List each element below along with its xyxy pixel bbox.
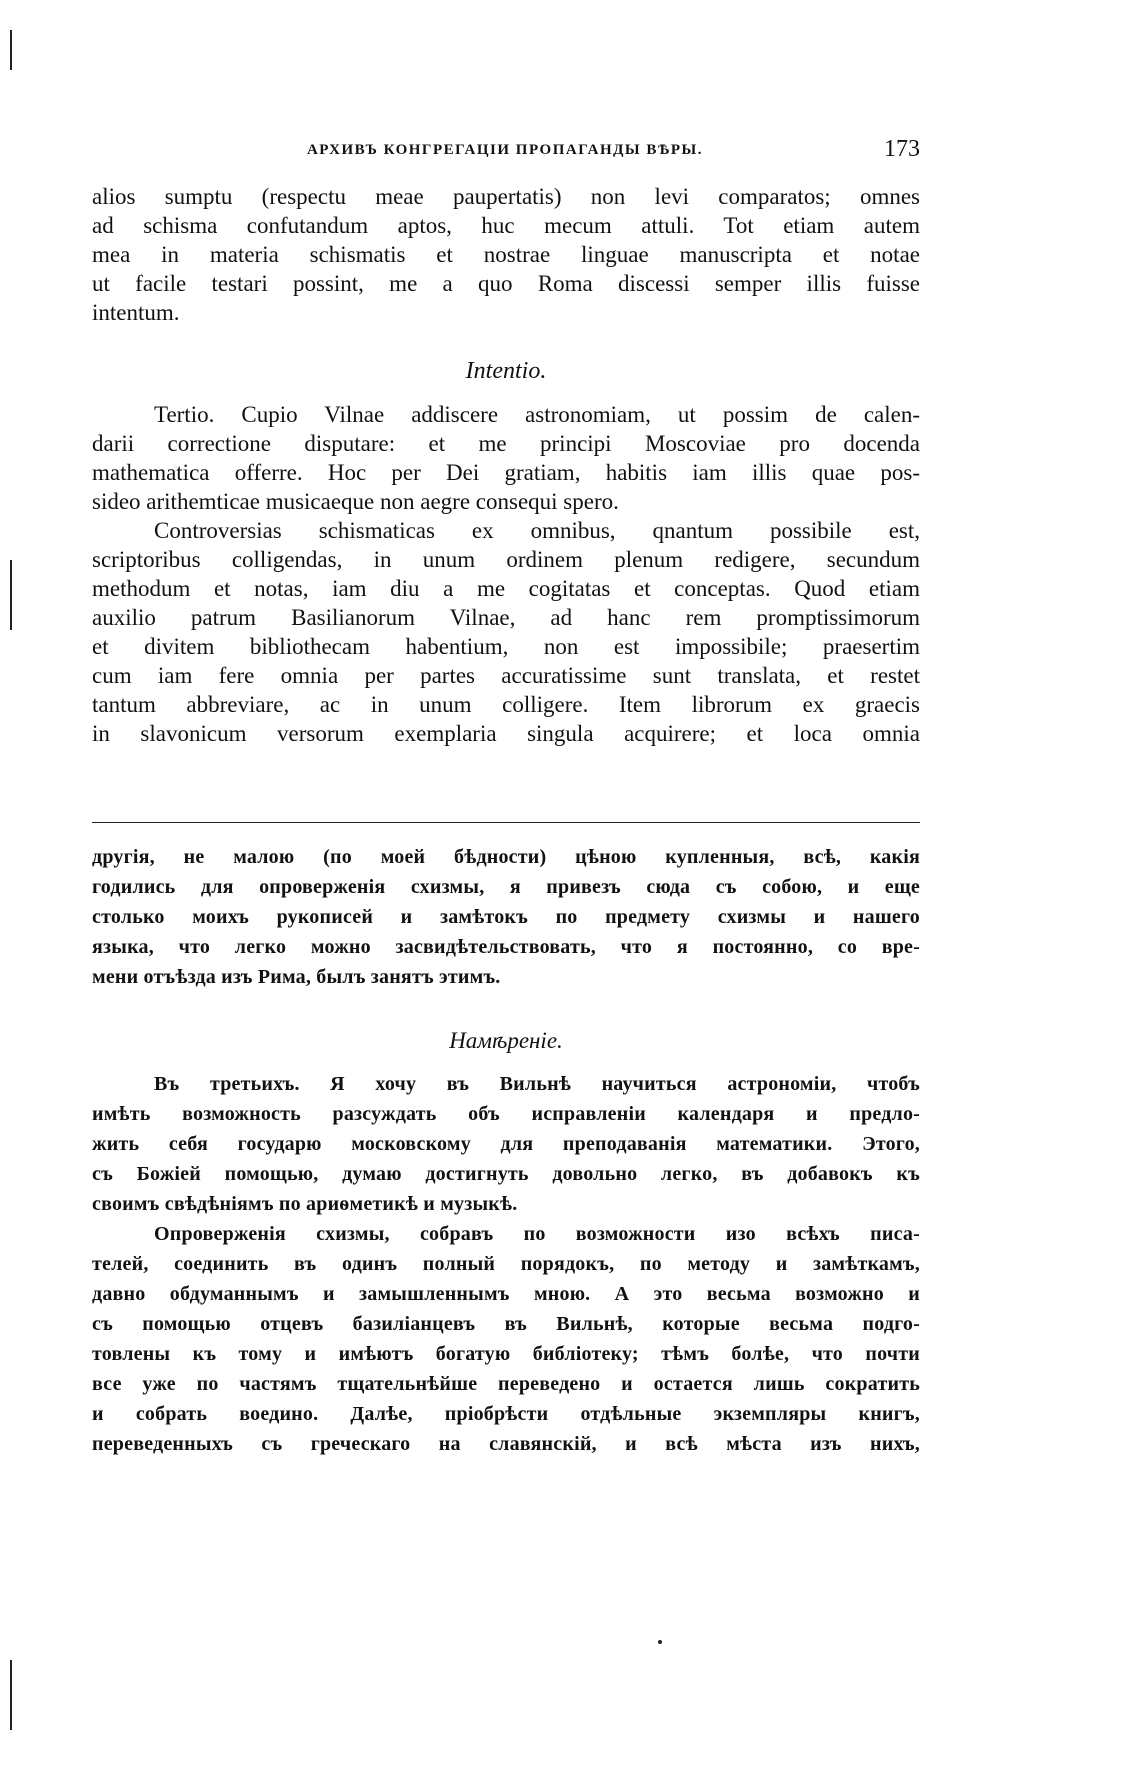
text-line: in slavonicum versorum exemplaria singula acquirere; et loca omnia	[92, 721, 920, 746]
text-line: Controversias schismaticas ex omnibus, qnantum possibile est,	[154, 518, 920, 543]
text-line: телей, соединить въ одинъ полный порядокъ, по методу и замѣткамъ,	[92, 1253, 920, 1275]
text-line: жить себя государю московскому для преподаванія математики. Этого,	[92, 1133, 920, 1155]
text-line: и собрать воедино. Далѣе, пріобрѣсти отдѣльные экземпляры книгъ,	[92, 1403, 920, 1425]
text-line: scriptoribus colligendas, in unum ordinem plenum redigere, secundum	[92, 547, 920, 572]
russian-paragraph-2	[92, 1069, 920, 1219]
text-line: давно обдуманнымъ и замышленнымъ мною. А это весьма возможно и	[92, 1283, 920, 1305]
text-line: Tertio. Cupio Vilnae addiscere astronomiam, ut possim de calen-	[154, 402, 920, 427]
footnote-divider	[92, 822, 920, 823]
text-line: tantum abbreviare, ac in unum colligere. Item librorum ex graecis	[92, 692, 920, 717]
page-edge-mark	[10, 560, 12, 630]
text-line: cum iam fere omnia per partes accuratissime sunt translata, et restet	[92, 663, 920, 688]
section-heading-russian: Намѣреніе.	[449, 1028, 563, 1053]
text-line: ut facile testari possint, me a quo Roma discessi semper illis fuisse	[92, 271, 920, 296]
text-line: Въ третьихъ. Я хочу въ Вильнѣ научиться астрономіи, чтобъ	[154, 1073, 920, 1095]
text-line: переведенныхъ съ греческаго на славянскій, и всѣ мѣста изъ нихъ,	[92, 1433, 920, 1455]
section-heading-latin: Intentio.	[465, 358, 547, 384]
text-line: другія, не малою (по моей бѣдности) цѣною купленныя, всѣ, какія	[92, 846, 920, 868]
text-line: darii correctione disputare: et me principi Moscoviae pro docenda	[92, 431, 920, 456]
latin-paragraph-3	[92, 516, 920, 748]
latin-paragraph-1	[92, 182, 920, 327]
text-line: имѣть возможность разсуждать объ исправленіи календаря и предло-	[92, 1103, 920, 1125]
text-line: своимъ свѣдѣніямъ по ариѳметикѣ и музыкѣ.	[92, 1193, 518, 1215]
text-line: auxilio patrum Basilianorum Vilnae, ad hanc rem promptissimorum	[92, 605, 920, 630]
text-line: языка, что легко можно засвидѣтельствовать, что я постоянно, со вре-	[92, 936, 920, 958]
text-line: годились для опроверженія схизмы, я привезъ сюда съ собою, и еще	[92, 876, 920, 898]
page-number: 173	[884, 136, 920, 162]
russian-paragraph-1	[92, 842, 920, 992]
text-line: mea in materia schismatis et nostrae linguae manuscripta et notae	[92, 242, 920, 267]
page-header	[90, 136, 920, 166]
text-line: alios sumptu (respectu meae paupertatis) non levi comparatos; omnes	[92, 184, 920, 209]
text-line: intentum.	[92, 300, 180, 325]
text-line: все уже по частямъ тщательнѣйше переведено и остается лишь сократить	[92, 1373, 920, 1395]
text-line: товлены къ тому и имѣютъ богатую библіотеку; тѣмъ болѣе, что почти	[92, 1343, 920, 1365]
latin-text	[92, 182, 920, 748]
text-line: съ помощью отцевъ базиліанцевъ въ Вильнѣ, которые весьма подго-	[92, 1313, 920, 1335]
page-edge-mark	[10, 1660, 12, 1730]
text-line: et divitem bibliothecam habentium, non est impossibile; praesertim	[92, 634, 920, 659]
running-title: АРХИВЪ КОНГРЕГАЦІИ ПРОПАГАНДЫ ВѢРЫ.	[306, 142, 704, 158]
russian-paragraph-3	[92, 1219, 920, 1459]
text-line: methodum et notas, iam diu a me cogitatas et conceptas. Quod etiam	[92, 576, 920, 601]
text-line: мени отъѣзда изъ Рима, былъ занятъ этимъ.	[92, 966, 501, 988]
text-line: столько моихъ рукописей и замѣтокъ по предмету схизмы и нашего	[92, 906, 920, 928]
text-line: Опроверженія схизмы, собравъ по возможности изо всѣхъ писа-	[154, 1223, 920, 1245]
text-line: sideo arithemticae musicaeque non aegre consequi spero.	[92, 489, 619, 514]
text-line: ad schisma confutandum aptos, huc mecum attuli. Tot etiam autem	[92, 213, 920, 238]
page-edge-mark	[10, 30, 12, 70]
latin-paragraph-2	[92, 400, 920, 516]
ink-speck	[658, 1640, 662, 1644]
russian-translation	[92, 842, 920, 1459]
text-line: mathematica offerre. Hoc per Dei gratiam, habitis iam illis quae pos-	[92, 460, 920, 485]
text-line: съ Божіей помощью, думаю достигнуть довольно легко, въ добавокъ къ	[92, 1163, 920, 1185]
